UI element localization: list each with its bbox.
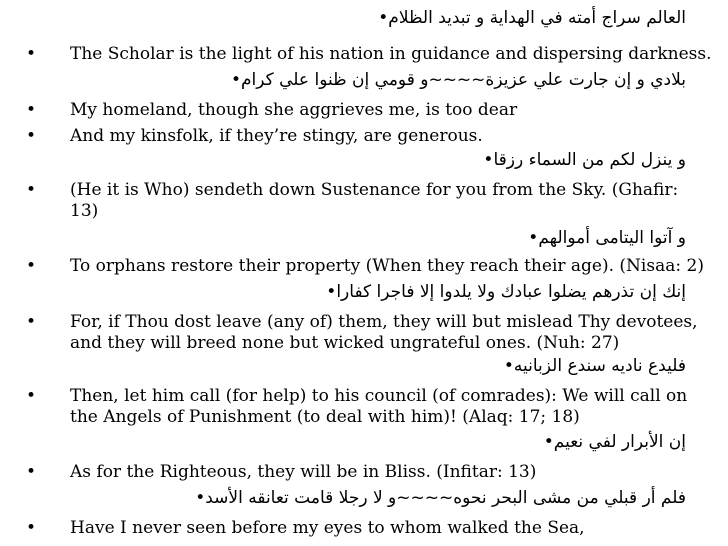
- bullet: •: [528, 228, 539, 248]
- english-line-8: As for the Righteous, they will be in Bliss. (Infitar: 13): [70, 462, 537, 482]
- arabic-text: فلم أر قبلي من مشى البحر نحوه~~~~و لا رجلا قامت تعانقه الأسد: [205, 488, 686, 508]
- bullet: •: [26, 386, 37, 406]
- arabic-text: بلادي و إن جارت علي عزيزة~~~~و قومي إن ظنوا علي كرام: [241, 70, 686, 90]
- bullet: •: [326, 282, 337, 302]
- arabic-text: إنك إن تذرهم يضلوا عبادك ولا يلدوا إلا فاجرا كفارا: [336, 282, 686, 302]
- bullet: •: [26, 312, 37, 332]
- bullet: •: [26, 44, 37, 64]
- english-line-7: Then, let him call (for help) to his council (of comrades): We will call on the Angels of Punishment (to deal with him)! (Alaq: 17; 18): [70, 386, 688, 427]
- bullet: •: [26, 126, 37, 146]
- bullet: •: [195, 488, 206, 508]
- english-line-9: Have I never seen before my eyes to whom walked the Sea,: [70, 518, 585, 538]
- arabic-line-5: [316, 282, 686, 303]
- bullet: •: [26, 100, 37, 120]
- arabic-line-6: [494, 356, 686, 377]
- english-line-4: (He it is Who) sendeth down Sustenance for you from the Sky. (Ghafir: 13): [70, 180, 679, 221]
- bullet: •: [503, 356, 514, 376]
- arabic-line-8: [185, 488, 686, 509]
- bullet: •: [26, 518, 37, 538]
- arabic-line-1: [368, 8, 686, 29]
- english-line-5: To orphans restore their property (When they reach their age). (Nisaa: 2): [70, 256, 704, 276]
- arabic-line-4: [518, 228, 686, 249]
- arabic-line-7: [534, 432, 686, 453]
- bullet: •: [26, 462, 37, 482]
- bullet: •: [230, 70, 241, 90]
- english-line-2: My homeland, though she aggrieves me, is too dear: [70, 100, 518, 120]
- arabic-line-2: [221, 70, 686, 91]
- arabic-text: فليدع ناديه سندع الزبانيه: [513, 356, 686, 376]
- bullet: •: [26, 180, 37, 200]
- english-line-6: For, if Thou dost leave (any of) them, they will but mislead Thy devotees, and they will breed none but wicked ungrateful ones. (Nuh: 27): [70, 312, 698, 353]
- arabic-text: و آتوا اليتامى أموالهم: [538, 228, 686, 248]
- bullet: •: [26, 256, 37, 276]
- bullet: •: [543, 432, 554, 452]
- arabic-line-3: [473, 150, 686, 171]
- arabic-text: العالم سراج أمته في الهداية و تبديد الظلام: [388, 8, 686, 28]
- arabic-text: و ينزل لكم من السماء رزقا: [493, 150, 686, 170]
- english-line-1: The Scholar is the light of his nation in guidance and dispersing darkness.: [70, 44, 712, 64]
- arabic-text: إن الأبرار لفي نعيم: [553, 432, 686, 452]
- bullet: •: [483, 150, 494, 170]
- english-line-3: And my kinsfolk, if they’re stingy, are generous.: [70, 126, 483, 146]
- bullet: •: [378, 8, 389, 28]
